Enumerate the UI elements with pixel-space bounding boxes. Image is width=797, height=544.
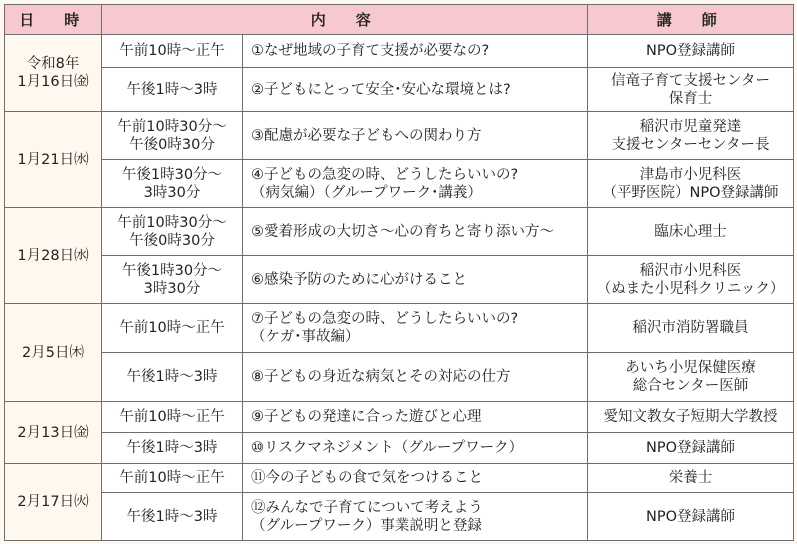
table-row: [5, 304, 794, 353]
date-line: 令和8年: [26, 56, 80, 72]
lecturer-line: NPO登録講師: [646, 43, 736, 59]
time-line: 午後1時～3時: [126, 369, 218, 385]
lecturer-line: 稲沢市消防署職員: [632, 320, 749, 336]
lecturer-cell: [588, 304, 794, 353]
lecturer-cell: [588, 402, 794, 433]
content-line: ⑥感染予防のために心がけること: [251, 271, 467, 288]
lecturer-line: 稲沢市小児科医: [639, 262, 742, 279]
table-row: [5, 256, 794, 304]
content-cell: [243, 464, 588, 493]
time-line: 午前10時30分～: [117, 118, 227, 135]
content-cell: [243, 304, 588, 353]
time-line: 午後1時～3時: [126, 81, 218, 98]
date-line: 2月13日㈮: [17, 424, 89, 441]
content-cell: [243, 402, 588, 433]
lecturer-line: 稲沢市児童発達: [639, 118, 742, 135]
date-line: 1月16日㈮: [17, 74, 89, 90]
time-line: 午前10時～正午: [119, 470, 225, 486]
lecturer-cell: [588, 208, 794, 256]
header-row: [5, 5, 794, 35]
lecturer-line: 支援センターセンター長: [611, 136, 770, 153]
table-row: [5, 160, 794, 208]
content-line: ②子どもにとって安全･安心な環境とは?: [251, 81, 511, 98]
content-line: （グループワーク）事業説明と登録: [251, 517, 482, 534]
content-line: ③配慮が必要な子どもへの関わり方: [251, 127, 482, 144]
table-row: [5, 464, 794, 493]
time-cell: [102, 35, 243, 68]
time-cell: [102, 493, 243, 541]
date-cell: [5, 208, 102, 304]
time-cell: [102, 68, 243, 112]
time-cell: [102, 112, 243, 160]
content-cell: [243, 35, 588, 68]
lecturer-line: 津島市小児科医: [639, 166, 742, 183]
table-row: [5, 353, 794, 402]
content-cell: [243, 493, 588, 541]
content-line: （ケガ･事故編）: [251, 329, 360, 345]
lecturer-cell: [588, 353, 794, 402]
table-row: [5, 112, 794, 160]
lecturer-cell: [588, 68, 794, 112]
lecturer-line: （ぬまた小児科クリニック）: [596, 280, 785, 297]
table-row: [5, 208, 794, 256]
header-date: 日 時: [5, 5, 102, 35]
content-line: ④子どもの急変の時、どうしたらいいの?: [251, 166, 519, 183]
content-line: ⑪今の子どもの食で気をつけること: [251, 470, 483, 486]
header-content: 内 容: [102, 5, 588, 35]
time-cell: [102, 256, 243, 304]
date-cell: [5, 112, 102, 208]
time-line: 午前10時～正午: [119, 43, 225, 59]
time-line: 午後1時30分～: [121, 262, 223, 279]
content-cell: [243, 208, 588, 256]
lecturer-line: NPO登録講師: [646, 440, 736, 456]
time-cell: [102, 160, 243, 208]
content-cell: [243, 112, 588, 160]
content-line: ①なぜ地域の子育て支援が必要なの?: [251, 43, 490, 59]
time-line: 3時30分: [143, 184, 201, 201]
lecturer-cell: [588, 112, 794, 160]
table-row: [5, 433, 794, 464]
date-cell: [5, 402, 102, 464]
lecturer-line: （平野医院）NPO登録講師: [602, 184, 779, 201]
lecturer-line: 臨床心理士: [654, 223, 727, 240]
time-line: 午後1時～3時: [126, 440, 218, 456]
lecturer-cell: [588, 433, 794, 464]
table-row: [5, 493, 794, 541]
schedule-table: [4, 4, 794, 541]
time-cell: [102, 433, 243, 464]
table-row: [5, 402, 794, 433]
time-line: 午後1時～3時: [126, 508, 218, 525]
content-cell: [243, 68, 588, 112]
content-line: ⑧子どもの身近な病気とその対応の仕方: [251, 369, 511, 385]
lecturer-cell: [588, 160, 794, 208]
time-line: 午前10時30分～: [117, 214, 227, 231]
lecturer-cell: [588, 464, 794, 493]
content-cell: [243, 353, 588, 402]
lecturer-line: 信竜子育て支援センター: [611, 72, 770, 89]
lecturer-cell: [588, 493, 794, 541]
content-line: ⑦子どもの急変の時、どうしたらいいの?: [251, 311, 519, 327]
content-line: （病気編）（グループワーク･講義）: [251, 184, 482, 201]
table-row: [5, 68, 794, 112]
content-line: ⑩リスクマネジメント（グループワーク）: [251, 440, 524, 456]
time-line: 午前10時～正午: [119, 409, 225, 425]
header-lecturer: 講 師: [588, 5, 794, 35]
content-cell: [243, 160, 588, 208]
lecturer-line: NPO登録講師: [646, 508, 736, 525]
lecturer-line: 総合センター医師: [632, 378, 749, 394]
lecturer-line: あいち小児保健医療: [625, 360, 756, 376]
date-line: 2月5日㈭: [22, 344, 84, 361]
time-cell: [102, 402, 243, 433]
content-line: ⑨子どもの発達に合った遊びと心理: [251, 409, 482, 425]
date-line: 2月17日㈫: [17, 494, 89, 510]
lecturer-cell: [588, 256, 794, 304]
schedule-body: [5, 35, 794, 541]
time-cell: [102, 464, 243, 493]
time-line: 3時30分: [143, 280, 201, 297]
time-line: 午前10時～正午: [119, 320, 225, 336]
date-line: 1月21日㈬: [17, 151, 89, 168]
content-line: ⑤愛着形成の大切さ～心の育ちと寄り添い方～: [251, 223, 554, 240]
lecturer-cell: [588, 35, 794, 68]
date-cell: [5, 304, 102, 402]
time-line: 午後1時30分～: [121, 166, 223, 183]
date-line: 1月28日㈬: [17, 247, 89, 264]
lecturer-line: 愛知文教女子短期大学教授: [603, 409, 778, 425]
time-line: 午後0時30分: [129, 136, 215, 153]
date-cell: [5, 464, 102, 541]
content-cell: [243, 433, 588, 464]
lecturer-line: 保育士: [668, 90, 713, 107]
lecturer-line: 栄養士: [668, 470, 713, 486]
date-cell: [5, 35, 102, 112]
table-row: [5, 35, 794, 68]
content-line: ⑫みんなで子育てについて考えよう: [251, 499, 483, 516]
content-cell: [243, 256, 588, 304]
time-cell: [102, 304, 243, 353]
time-cell: [102, 208, 243, 256]
time-line: 午後0時30分: [129, 232, 215, 249]
time-cell: [102, 353, 243, 402]
